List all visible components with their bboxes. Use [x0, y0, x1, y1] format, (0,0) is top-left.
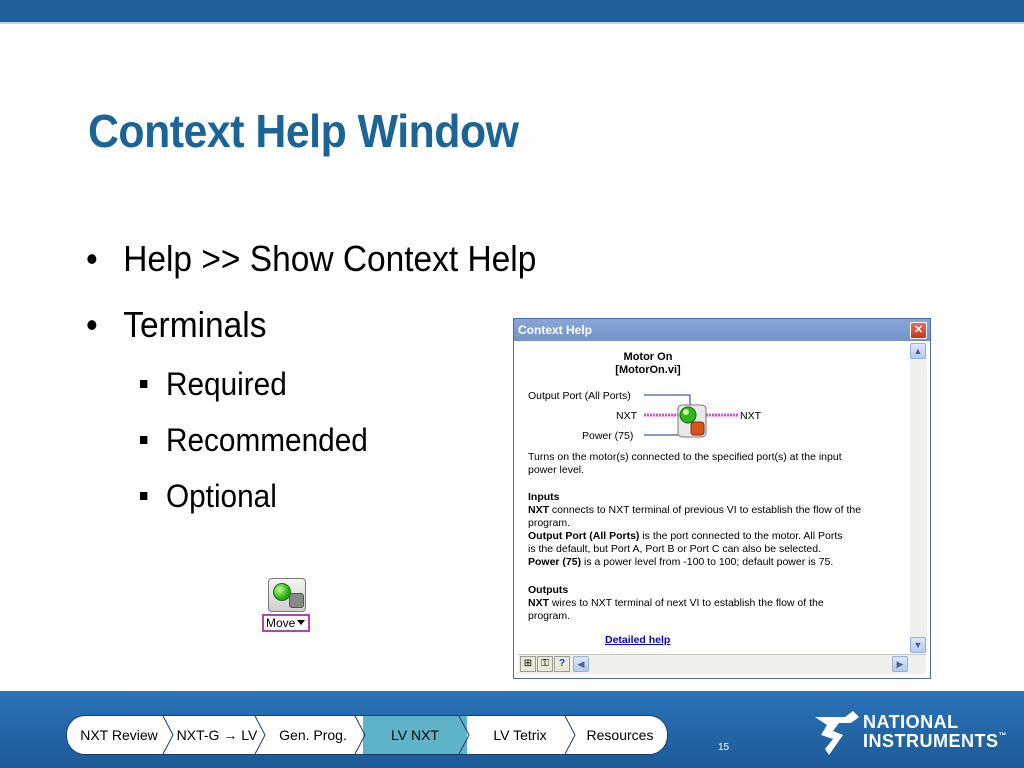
bullet-dot: •	[86, 238, 98, 279]
input-nxt-cont: program.	[528, 517, 571, 529]
nav-chevrons	[67, 716, 667, 754]
scroll-up-icon[interactable]: ▲	[910, 343, 926, 359]
param-name: NXT	[528, 597, 549, 609]
logo-text-instruments	[863, 731, 1007, 752]
output-nxt	[528, 597, 824, 609]
scroll-right-icon[interactable]: ▶	[892, 656, 908, 672]
context-help-toolbar	[518, 654, 926, 674]
eagle-logo-icon	[815, 711, 859, 755]
terminal-output-port: Output Port (All Ports)	[528, 390, 631, 402]
input-output-port-cont: is the default, but Port A, Port B or Port C can also be selected.	[528, 543, 821, 555]
gear-icon	[289, 593, 304, 608]
inputs-heading: Inputs	[528, 491, 560, 503]
question-icon[interactable]: ?	[554, 656, 570, 672]
terminal-nxt-out: NXT	[740, 410, 761, 422]
ni-logo	[815, 711, 1007, 756]
detailed-help-link[interactable]: Detailed help	[605, 634, 671, 646]
outputs-heading: Outputs	[528, 584, 569, 596]
scroll-left-icon[interactable]: ◀	[573, 656, 589, 672]
logo-text-instruments-word: INSTRUMENTS	[863, 731, 999, 751]
show-optional-terminals-icon[interactable]: ⊞	[520, 656, 536, 672]
trademark-symbol: ™	[998, 731, 1007, 740]
sub-bullet-text: Recommended	[165, 422, 368, 458]
param-desc: wires to NXT terminal of next VI to establish the flow of the	[549, 597, 824, 609]
bullet-show-context-help	[86, 238, 536, 280]
description-line: Turns on the motor(s) connected to the specified port(s) at the input	[528, 451, 842, 463]
square-bullet-icon	[140, 380, 147, 388]
move-vi-icon[interactable]	[268, 578, 306, 612]
context-help-titlebar[interactable]	[514, 319, 930, 341]
sub-bullet-required	[140, 366, 287, 403]
param-desc: is a power level from -100 to 100; default power is 75.	[581, 556, 834, 568]
param-name: Output Port (All Ports)	[528, 530, 640, 542]
context-help-content	[518, 343, 906, 653]
dropdown-arrow-icon[interactable]	[297, 620, 305, 625]
terminal-nxt-in: NXT	[616, 410, 637, 422]
top-banner	[0, 0, 1024, 24]
close-icon[interactable]: ✕	[910, 322, 927, 339]
param-desc: is the port connected to the motor. All Ports	[639, 530, 843, 542]
logo-text-national: NATIONAL	[863, 712, 959, 732]
terminal-power: Power (75)	[582, 430, 634, 442]
input-power	[528, 556, 833, 568]
bullet-text: Help >> Show Context Help	[123, 238, 537, 279]
input-nxt	[528, 504, 861, 516]
nav-item-gen-prog[interactable]: Gen. Prog.	[279, 727, 347, 743]
nav-item-lv-tetrix[interactable]: LV Tetrix	[493, 727, 547, 743]
window-title: Context Help	[518, 323, 593, 337]
bullet-terminals	[86, 304, 266, 346]
output-nxt-cont: program.	[528, 610, 571, 622]
page-number: 15	[718, 742, 730, 753]
bullet-text: Terminals	[123, 304, 267, 345]
input-output-port	[528, 530, 843, 542]
nav-item-resources[interactable]: Resources	[586, 727, 654, 743]
nav-item-nxt-review[interactable]: NXT Review	[80, 727, 158, 743]
sub-bullet-text: Optional	[165, 478, 277, 514]
nav-item-lv-nxt[interactable]: LV NXT	[363, 716, 467, 754]
vi-name: Motor On	[623, 351, 673, 363]
sub-bullet-recommended	[140, 422, 368, 459]
move-mode-selector[interactable]	[262, 614, 310, 632]
green-led-icon	[680, 407, 696, 423]
slide-title: Context Help Window	[88, 105, 519, 157]
description-line: power level.	[528, 464, 585, 476]
section-nav	[66, 715, 668, 755]
param-name: NXT	[528, 504, 549, 516]
bullet-dot: •	[86, 304, 98, 345]
param-desc: connects to NXT terminal of previous VI to establish the flow of the	[549, 504, 862, 516]
lock-icon[interactable]: ⚿	[537, 656, 553, 672]
move-mode-label: Move	[266, 616, 296, 630]
sub-bullet-optional	[140, 478, 277, 515]
square-bullet-icon	[140, 492, 147, 500]
vertical-scrollbar[interactable]	[910, 343, 927, 653]
move-vi-block[interactable]	[262, 578, 312, 636]
square-bullet-icon	[140, 436, 147, 444]
vi-file: [MotorOn.vi]	[615, 364, 681, 376]
context-help-window	[513, 318, 931, 679]
param-name: Power (75)	[528, 556, 582, 568]
nav-item-nxt-g-to-lv[interactable]: NXT-G → LV	[176, 727, 258, 743]
sub-bullet-text: Required	[165, 366, 287, 402]
gear-icon	[691, 422, 704, 435]
led-highlight	[683, 409, 689, 415]
scroll-down-icon[interactable]: ▼	[910, 637, 926, 653]
